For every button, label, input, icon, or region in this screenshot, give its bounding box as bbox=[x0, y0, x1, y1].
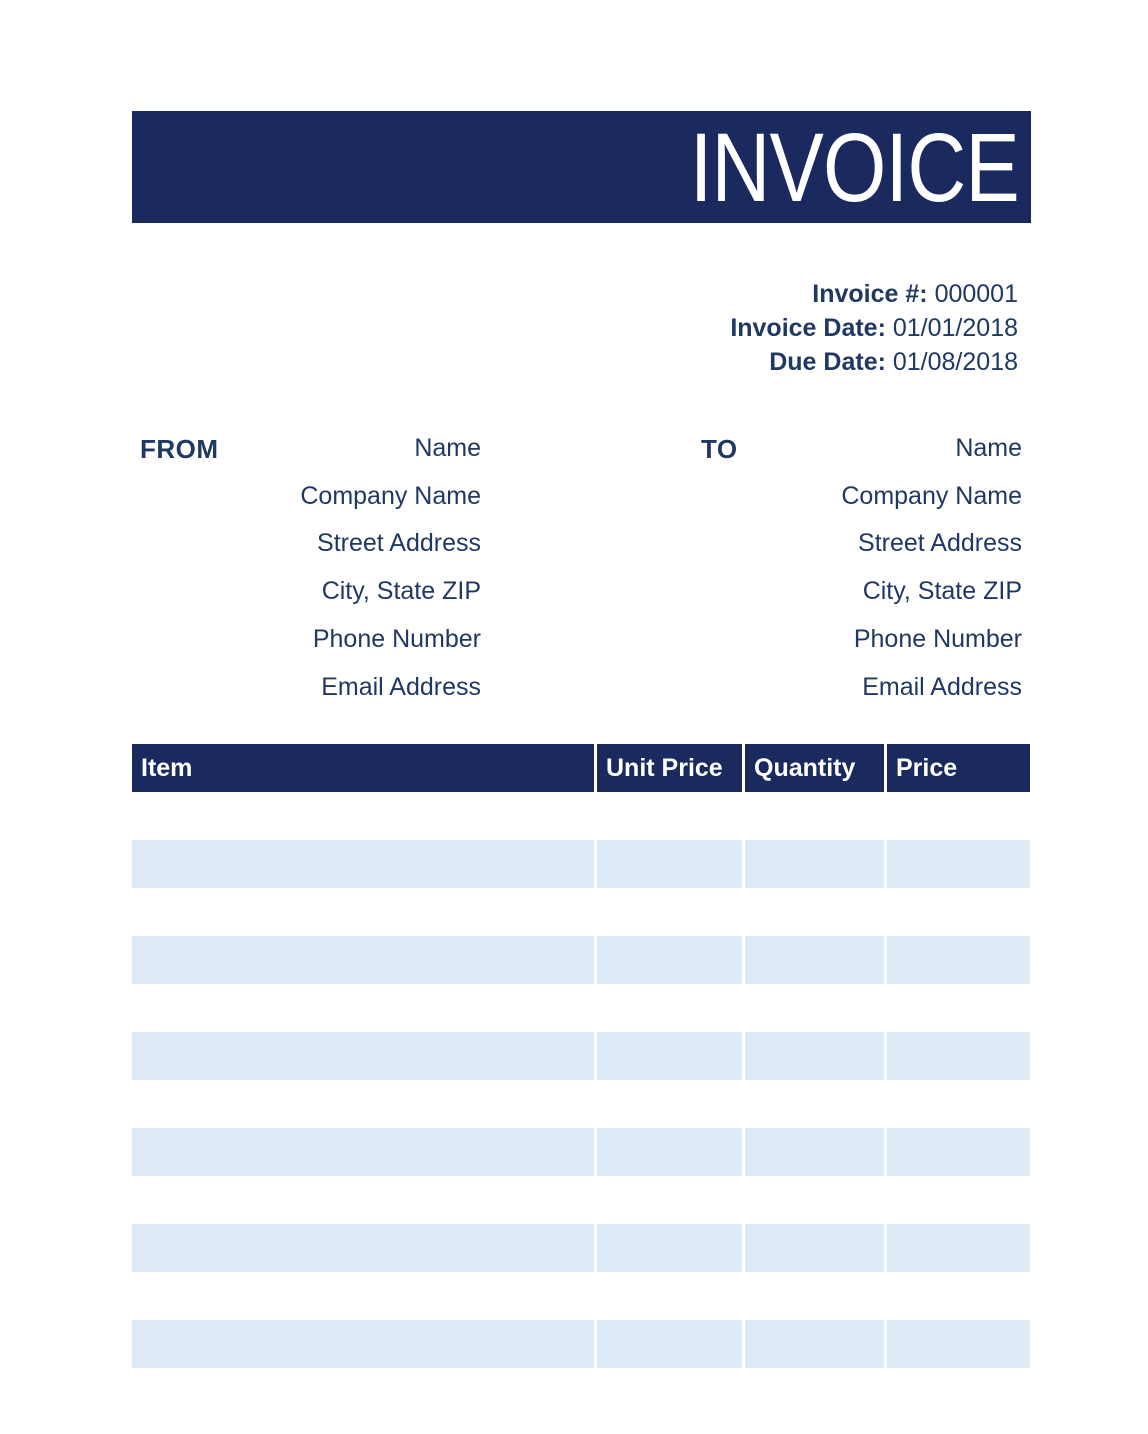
table-cell[interactable] bbox=[887, 840, 1030, 888]
table-cell[interactable] bbox=[132, 1032, 594, 1080]
table-row bbox=[132, 1080, 1030, 1128]
table-cell[interactable] bbox=[745, 1272, 884, 1320]
to-phone-field[interactable]: Phone Number bbox=[853, 624, 1022, 653]
invoice-date-line bbox=[730, 311, 1018, 345]
items-table bbox=[132, 744, 1030, 1368]
table-cell[interactable] bbox=[597, 1320, 742, 1368]
to-company-field[interactable]: Company Name bbox=[841, 481, 1022, 510]
table-cell[interactable] bbox=[887, 936, 1030, 984]
due-date-value[interactable]: 01/08/2018 bbox=[892, 348, 1018, 376]
title-bar bbox=[132, 111, 1031, 223]
table-row bbox=[132, 936, 1030, 984]
table-cell[interactable] bbox=[745, 1032, 884, 1080]
table-cell[interactable] bbox=[597, 840, 742, 888]
table-cell[interactable] bbox=[132, 1176, 594, 1224]
table-cell[interactable] bbox=[132, 1128, 594, 1176]
table-cell[interactable] bbox=[745, 1128, 884, 1176]
from-name-field[interactable]: Name bbox=[414, 434, 481, 462]
to-street-field[interactable]: Street Address bbox=[858, 529, 1022, 558]
table-row bbox=[132, 1272, 1030, 1320]
table-cell[interactable] bbox=[745, 840, 884, 888]
to-section-fields bbox=[662, 425, 1022, 711]
table-cell[interactable] bbox=[132, 1272, 594, 1320]
table-cell[interactable] bbox=[745, 936, 884, 984]
table-cell[interactable] bbox=[745, 1080, 884, 1128]
invoice-number-line bbox=[730, 277, 1018, 311]
from-section-fields bbox=[133, 425, 481, 711]
invoice-number-value[interactable]: 000001 bbox=[934, 280, 1018, 308]
table-cell[interactable] bbox=[745, 1224, 884, 1272]
table-cell[interactable] bbox=[887, 1128, 1030, 1176]
table-cell[interactable] bbox=[132, 840, 594, 888]
to-email-field[interactable]: Email Address bbox=[862, 672, 1022, 701]
table-row bbox=[132, 1032, 1030, 1080]
to-name-field[interactable]: Name bbox=[955, 434, 1022, 462]
to-section-label: TO bbox=[701, 434, 738, 464]
table-cell[interactable] bbox=[887, 888, 1030, 936]
from-company-field[interactable]: Company Name bbox=[300, 481, 481, 510]
from-phone-field[interactable]: Phone Number bbox=[312, 624, 481, 653]
table-cell[interactable] bbox=[745, 792, 884, 840]
due-date-line bbox=[730, 345, 1018, 379]
table-cell[interactable] bbox=[887, 984, 1030, 1032]
table-row bbox=[132, 984, 1030, 1032]
table-cell[interactable] bbox=[132, 888, 594, 936]
invoice-date-value[interactable]: 01/01/2018 bbox=[892, 314, 1018, 342]
table-cell[interactable] bbox=[745, 1176, 884, 1224]
table-row bbox=[132, 840, 1030, 888]
column-header-quantity: Quantity bbox=[745, 744, 884, 792]
items-table-body bbox=[132, 792, 1030, 1368]
table-row bbox=[132, 1128, 1030, 1176]
table-cell[interactable] bbox=[887, 1272, 1030, 1320]
table-cell[interactable] bbox=[132, 1080, 594, 1128]
table-cell[interactable] bbox=[132, 936, 594, 984]
from-email-field[interactable]: Email Address bbox=[321, 672, 481, 701]
table-cell[interactable] bbox=[597, 792, 742, 840]
table-cell[interactable] bbox=[132, 1224, 594, 1272]
table-cell[interactable] bbox=[887, 1080, 1030, 1128]
page-title: INVOICE bbox=[689, 112, 1019, 222]
table-cell[interactable] bbox=[597, 1128, 742, 1176]
table-cell[interactable] bbox=[887, 1176, 1030, 1224]
table-row bbox=[132, 1320, 1030, 1368]
table-cell[interactable] bbox=[887, 1032, 1030, 1080]
table-row bbox=[132, 1176, 1030, 1224]
from-street-field[interactable]: Street Address bbox=[317, 529, 481, 558]
to-city-field[interactable]: City, State ZIP bbox=[862, 577, 1022, 606]
table-cell[interactable] bbox=[132, 792, 594, 840]
table-row bbox=[132, 792, 1030, 840]
table-cell[interactable] bbox=[887, 1320, 1030, 1368]
table-row bbox=[132, 1224, 1030, 1272]
table-cell[interactable] bbox=[887, 792, 1030, 840]
table-cell[interactable] bbox=[597, 936, 742, 984]
table-cell[interactable] bbox=[132, 1320, 594, 1368]
table-cell[interactable] bbox=[745, 984, 884, 1032]
column-header-price: Price bbox=[887, 744, 1030, 792]
invoice-number-label: Invoice #: bbox=[812, 280, 928, 308]
table-cell[interactable] bbox=[597, 984, 742, 1032]
invoice-meta bbox=[730, 277, 1018, 379]
from-city-field[interactable]: City, State ZIP bbox=[321, 577, 481, 606]
table-header-row bbox=[132, 744, 1030, 792]
from-section-label: FROM bbox=[140, 434, 219, 464]
table-cell[interactable] bbox=[887, 1224, 1030, 1272]
table-cell[interactable] bbox=[745, 888, 884, 936]
column-header-unit-price: Unit Price bbox=[597, 744, 742, 792]
table-cell[interactable] bbox=[745, 1320, 884, 1368]
table-cell[interactable] bbox=[597, 888, 742, 936]
table-cell[interactable] bbox=[597, 1176, 742, 1224]
table-cell[interactable] bbox=[132, 984, 594, 1032]
table-row bbox=[132, 888, 1030, 936]
table-cell[interactable] bbox=[597, 1272, 742, 1320]
invoice-date-label: Invoice Date: bbox=[730, 314, 886, 342]
column-header-item: Item bbox=[132, 744, 594, 792]
table-cell[interactable] bbox=[597, 1032, 742, 1080]
table-cell[interactable] bbox=[597, 1224, 742, 1272]
due-date-label: Due Date: bbox=[769, 348, 886, 376]
table-cell[interactable] bbox=[597, 1080, 742, 1128]
